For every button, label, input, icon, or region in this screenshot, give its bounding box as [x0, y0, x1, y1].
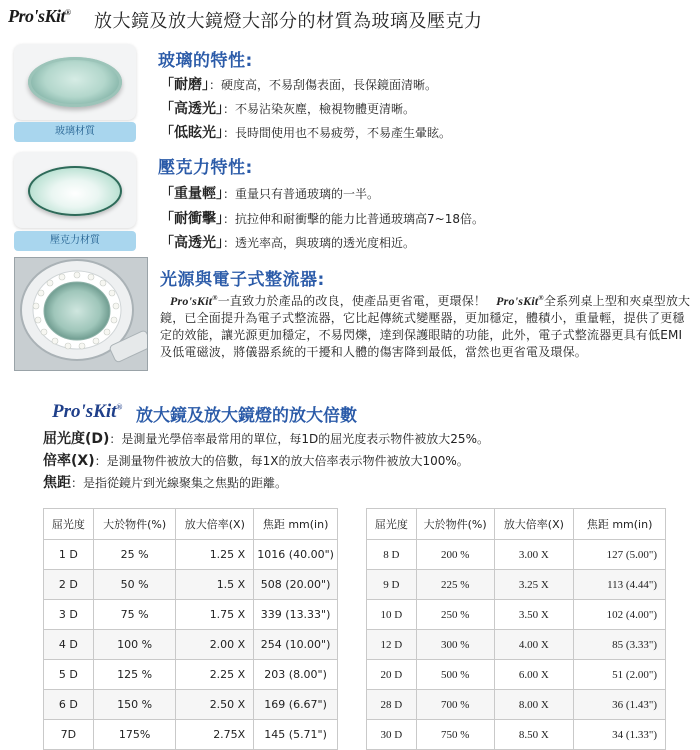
cell-diopter: 7D	[44, 720, 94, 750]
cell-enlargement: 125 %	[93, 660, 176, 690]
cell-focal-length: 254 (10.00")	[254, 630, 338, 660]
cell-focal-length: 127 (5.00")	[574, 540, 666, 570]
cell-diopter: 20 D	[367, 660, 417, 690]
cell-enlargement: 50 %	[93, 570, 176, 600]
cell-magnification: 2.00 X	[176, 630, 254, 660]
feature-term: 「高透光」	[160, 235, 223, 251]
feature-term: 「重量輕」	[160, 186, 223, 202]
acrylic-feature-row	[160, 208, 484, 228]
cell-magnification: 1.5 X	[176, 570, 254, 600]
cell-focal-length: 85 (3.33")	[574, 630, 666, 660]
cell-enlargement: 250 %	[416, 600, 494, 630]
ballast-paragraph	[160, 290, 692, 361]
cell-enlargement: 75 %	[93, 600, 176, 630]
cell-diopter: 10 D	[367, 600, 417, 630]
cell-diopter: 28 D	[367, 690, 417, 720]
table-row	[367, 630, 666, 660]
cell-enlargement: 750 %	[416, 720, 494, 750]
glass-feature-row	[160, 122, 451, 142]
definition-term: 倍率(X)	[43, 453, 95, 469]
cell-diopter: 5 D	[44, 660, 94, 690]
cell-magnification: 2.50 X	[176, 690, 254, 720]
ballast-text-2: 全系列桌上型和夾桌型放大鏡，已全面提升為電子式整流器，它比起傳統式變壓器，更加穩定，體積小，重量輕，提供了更穩定的效能，讓光源更加穩定，不易閃爍，達到保護眼睛的功能，此外，電子式整流器更具有低EMI及低電磁波，將儀器系統的干擾和人體的傷害降到最低，當然也更省電及環保。	[160, 294, 691, 359]
feature-term: 「高透光」	[160, 101, 223, 117]
ballast-heading: 光源與電子式整流器:	[160, 270, 325, 290]
cell-magnification: 8.00 X	[494, 690, 574, 720]
table-header-row	[44, 509, 338, 540]
cell-diopter: 8 D	[367, 540, 417, 570]
table-row	[367, 600, 666, 630]
table-row	[44, 690, 338, 720]
cell-enlargement: 100 %	[93, 630, 176, 660]
cell-diopter: 12 D	[367, 630, 417, 660]
cell-focal-length: 508 (20.00")	[254, 570, 338, 600]
header-magnification: 放大倍率(X)	[494, 509, 574, 540]
magnification-title: 放大鏡及放大鏡燈的放大倍數	[136, 406, 357, 426]
table-row	[44, 600, 338, 630]
cell-enlargement: 150 %	[93, 690, 176, 720]
proskit-logo: Pro'sKit®	[496, 294, 544, 308]
table-row	[44, 570, 338, 600]
cell-diopter: 9 D	[367, 570, 417, 600]
cell-magnification: 1.75 X	[176, 600, 254, 630]
definition-focal-length	[43, 472, 287, 492]
acrylic-properties-heading: 壓克力特性:	[158, 158, 253, 178]
cell-diopter: 3 D	[44, 600, 94, 630]
cell-magnification: 1.25 X	[176, 540, 254, 570]
magnification-table-right	[366, 508, 666, 750]
cell-magnification: 3.25 X	[494, 570, 574, 600]
cell-focal-length: 102 (4.00")	[574, 600, 666, 630]
cell-focal-length: 51 (2.00")	[574, 660, 666, 690]
table-row	[367, 690, 666, 720]
cell-enlargement: 300 %	[416, 630, 494, 660]
cell-diopter: 4 D	[44, 630, 94, 660]
header-diopter: 屈光度	[367, 509, 417, 540]
acrylic-lens-image	[14, 152, 136, 228]
cell-diopter: 6 D	[44, 690, 94, 720]
cell-diopter: 2 D	[44, 570, 94, 600]
cell-focal-length: 169 (6.67")	[254, 690, 338, 720]
page-title: 放大鏡及放大鏡燈大部分的材質為玻璃及壓克力	[94, 11, 483, 32]
feature-desc: ：長時間使用也不易疲勞，不易產生暈眩。	[223, 126, 452, 140]
feature-desc: ：透光率高，與玻璃的透光度相近。	[223, 236, 416, 250]
cell-magnification: 6.00 X	[494, 660, 574, 690]
cell-magnification: 4.00 X	[494, 630, 574, 660]
magnifier-lamp-photo	[14, 257, 148, 371]
header-enlargement: 大於物件(%)	[93, 509, 176, 540]
definition-diopter	[43, 428, 489, 448]
cell-diopter: 1 D	[44, 540, 94, 570]
table-row	[367, 570, 666, 600]
header-focal-length: 焦距 mm(in)	[254, 509, 338, 540]
cell-magnification: 2.25 X	[176, 660, 254, 690]
table-header-row	[367, 509, 666, 540]
table-row	[44, 720, 338, 750]
header-magnification: 放大倍率(X)	[176, 509, 254, 540]
proskit-logo: Pro'sKit®	[170, 294, 218, 308]
cell-focal-length: 113 (4.44")	[574, 570, 666, 600]
feature-desc: ：不易沾染灰塵，檢視物體更清晰。	[223, 102, 416, 116]
header-enlargement: 大於物件(%)	[416, 509, 494, 540]
header-focal-length: 焦距 mm(in)	[574, 509, 666, 540]
cell-focal-length: 203 (8.00")	[254, 660, 338, 690]
definition-desc: ：是測量光學倍率最常用的單位，每1D的屈光度表示物件被放大25%。	[109, 432, 489, 446]
proskit-logo: Pro'sKit®	[52, 401, 123, 422]
definition-magnification	[43, 450, 469, 470]
table-row	[44, 540, 338, 570]
cell-focal-length: 1016 (40.00")	[254, 540, 338, 570]
cell-focal-length: 339 (13.33")	[254, 600, 338, 630]
feature-term: 「低眩光」	[160, 125, 223, 141]
feature-desc: ：硬度高，不易刮傷表面，長保鏡面清晰。	[209, 78, 438, 92]
cell-magnification: 8.50 X	[494, 720, 574, 750]
feature-term: 「耐衝擊」	[160, 211, 223, 227]
cell-focal-length: 145 (5.71")	[254, 720, 338, 750]
cell-magnification: 3.00 X	[494, 540, 574, 570]
magnification-table-left	[43, 508, 338, 750]
definition-term: 屈光度(D)	[43, 431, 110, 447]
table-row	[44, 660, 338, 690]
feature-desc: ：重量只有普通玻璃的一半。	[223, 187, 380, 201]
cell-enlargement: 700 %	[416, 690, 494, 720]
definition-desc: ：是指從鏡片到光線聚集之焦點的距離。	[71, 476, 288, 490]
glass-properties-heading: 玻璃的特性:	[158, 51, 253, 71]
cell-focal-length: 34 (1.33")	[574, 720, 666, 750]
feature-desc: ：抗拉伸和耐衝擊的能力比普通玻璃高7~18倍。	[223, 212, 484, 226]
acrylic-feature-row	[160, 232, 415, 252]
acrylic-material-label: 壓克力材質	[14, 231, 136, 251]
cell-focal-length: 36 (1.43")	[574, 690, 666, 720]
table-row	[44, 630, 338, 660]
glass-lens-image	[14, 44, 136, 120]
cell-diopter: 30 D	[367, 720, 417, 750]
proskit-logo: Pro'sKit®	[8, 6, 71, 26]
ballast-text-1: 一直致力於產品的改良，使產品更省電，更環保！	[217, 294, 487, 308]
cell-enlargement: 500 %	[416, 660, 494, 690]
glass-feature-row	[160, 74, 437, 94]
cell-enlargement: 175%	[93, 720, 176, 750]
cell-magnification: 2.75X	[176, 720, 254, 750]
definition-desc: ：是測量物件被放大的倍數，每1X的放大倍率表示物件被放大100%。	[94, 454, 469, 468]
glass-feature-row	[160, 98, 415, 118]
table-row	[367, 660, 666, 690]
table-row	[367, 720, 666, 750]
acrylic-feature-row	[160, 183, 379, 203]
cell-enlargement: 200 %	[416, 540, 494, 570]
feature-term: 「耐磨」	[160, 77, 209, 93]
header-diopter: 屈光度	[44, 509, 94, 540]
glass-material-label: 玻璃材質	[14, 122, 136, 142]
definition-term: 焦距	[43, 475, 71, 491]
table-row	[367, 540, 666, 570]
cell-enlargement: 25 %	[93, 540, 176, 570]
cell-enlargement: 225 %	[416, 570, 494, 600]
cell-magnification: 3.50 X	[494, 600, 574, 630]
